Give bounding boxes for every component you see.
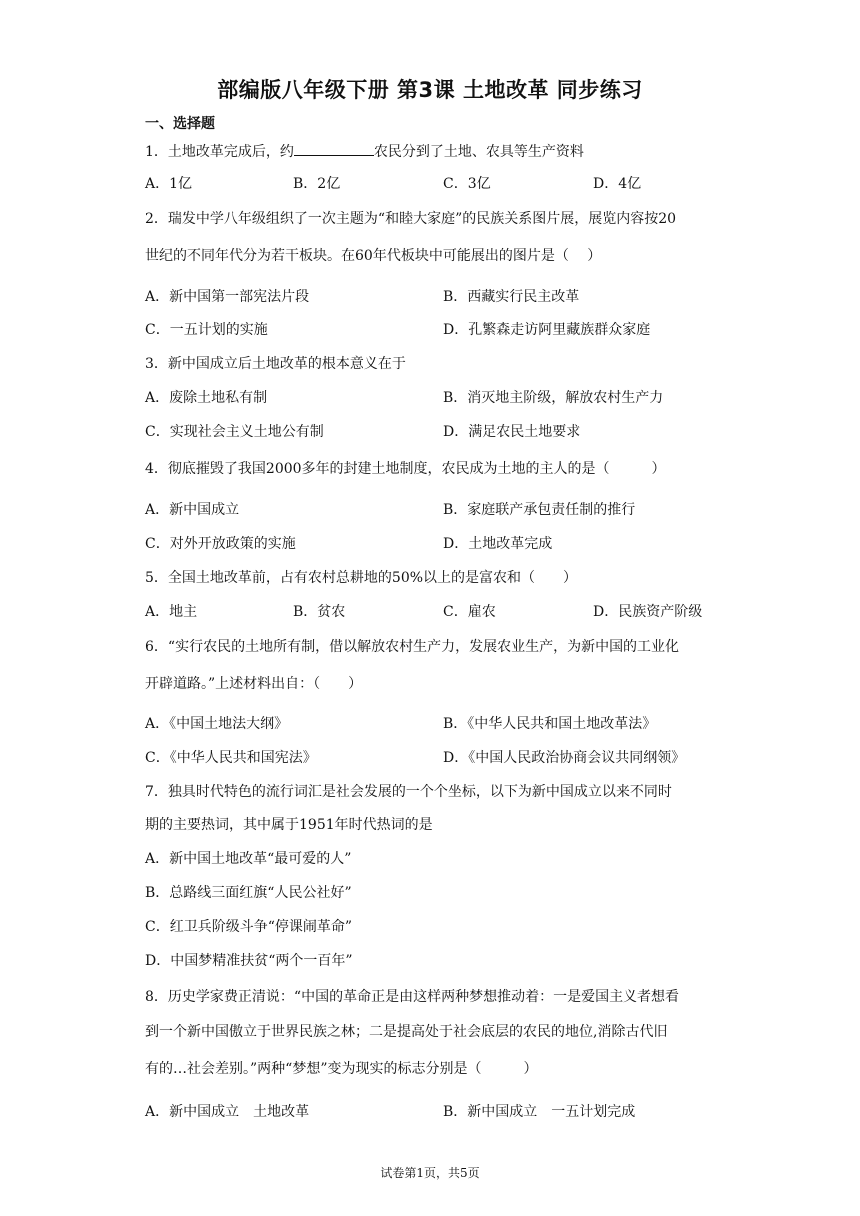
q6-option-d: D．《中国人民政治协商会议共同纲领》 [443,750,686,766]
question-8-line-1: 8．历史学家费正清说：“中国的革命正是由这样两种梦想推动着：一是爱国主义者想看 [145,989,680,1005]
question-2-line-1: 2．瑞发中学八年级组织了一次主题为“和睦大家庭”的民族关系图片展，展览内容按20 [145,211,677,227]
q7-option-b: B．总路线三面红旗“人民公社好” [145,885,352,901]
q4-option-c: C．对外开放政策的实施 [145,536,296,552]
q5-option-a: A．地主 [145,604,198,620]
q7-option-c: C．红卫兵阶级斗争“停课闹革命” [145,919,353,935]
q4-option-b: B．家庭联产承包责任制的推行 [443,502,636,518]
q8-option-b: B．新中国成立 一五计划完成 [443,1104,636,1120]
question-8-line-2: 到一个新中国傲立于世界民族之林；二是提高处于社会底层的农民的地位,消除古代旧 [145,1024,668,1040]
q1-option-b: B．2亿 [293,176,341,192]
q6-option-c: C．《中华人民共和国宪法》 [145,750,317,766]
q1-option-c: C．3亿 [443,176,491,192]
q2-option-c: C．一五计划的实施 [145,322,268,338]
question-2-line-2: 世纪的不同年代分为若干板块。在60年代板块中可能展出的图片是（ ） [145,248,602,264]
answer-blank [294,141,374,156]
q1-option-a: A．1亿 [145,176,193,192]
question-8-line-3: 有的…社会差别。”两种“梦想”变为现实的标志分别是（ ） [145,1061,538,1077]
q2-option-b: B．西藏实行民主改革 [443,289,580,305]
q3-option-c: C．实现社会主义土地公有制 [145,424,324,440]
page-title: 部编版八年级下册 第3课 土地改革 同步练习 [217,78,643,102]
q3-option-a: A．废除土地私有制 [145,390,268,406]
question-5: 5．全国土地改革前，占有农村总耕地的50%以上的是富农和（ ） [145,570,578,586]
q4-option-a: A．新中国成立 [145,502,240,518]
q3-option-d: D．满足农民土地要求 [443,424,581,440]
q6-option-a: A．《中国土地法大纲》 [145,716,289,732]
q6-option-b: B．《中华人民共和国土地改革法》 [443,716,657,732]
q5-option-b: B．贫农 [293,604,346,620]
q4-option-d: D．土地改革完成 [443,536,553,552]
page-footer: 试卷第1页，共5页 [380,1166,480,1180]
question-1-text-pre: 1．土地改革完成后，约 [145,144,294,160]
q3-option-b: B．消灭地主阶级，解放农村生产力 [443,390,664,406]
question-1-text-post: 农民分到了土地、农具等生产资料 [373,144,584,160]
q7-option-d: D．中国梦精准扶贫“两个一百年” [145,953,353,969]
q2-option-d: D．孔繁森走访阿里藏族群众家庭 [443,322,651,338]
question-6-line-1: 6．“实行农民的土地所有制，借以解放农村生产力，发展农业生产，为新中国的工业化 [145,639,680,655]
question-1 [145,141,584,162]
question-7-line-2: 期的主要热词，其中属于1951年时代热词的是 [145,817,433,833]
question-3: 3．新中国成立后土地改革的根本意义在于 [145,356,406,372]
section-heading: 一、选择题 [145,116,215,132]
q8-option-a: A．新中国成立 土地改革 [145,1104,310,1120]
q7-option-a: A．新中国土地改革“最可爱的人” [145,851,352,867]
q1-option-d: D．4亿 [593,176,642,192]
q2-option-a: A．新中国第一部宪法片段 [145,289,310,305]
question-6-line-2: 开辟道路。”上述材料出自：（ ） [145,676,363,692]
question-4: 4．彻底摧毁了我国2000多年的封建土地制度，农民成为土地的主人的是（ ） [145,461,666,477]
question-7-line-1: 7．独具时代特色的流行词汇是社会发展的一个个坐标，以下为新中国成立以来不同时 [145,784,672,800]
q5-option-c: C．雇农 [443,604,496,620]
q5-option-d: D．民族资产阶级 [593,604,703,620]
